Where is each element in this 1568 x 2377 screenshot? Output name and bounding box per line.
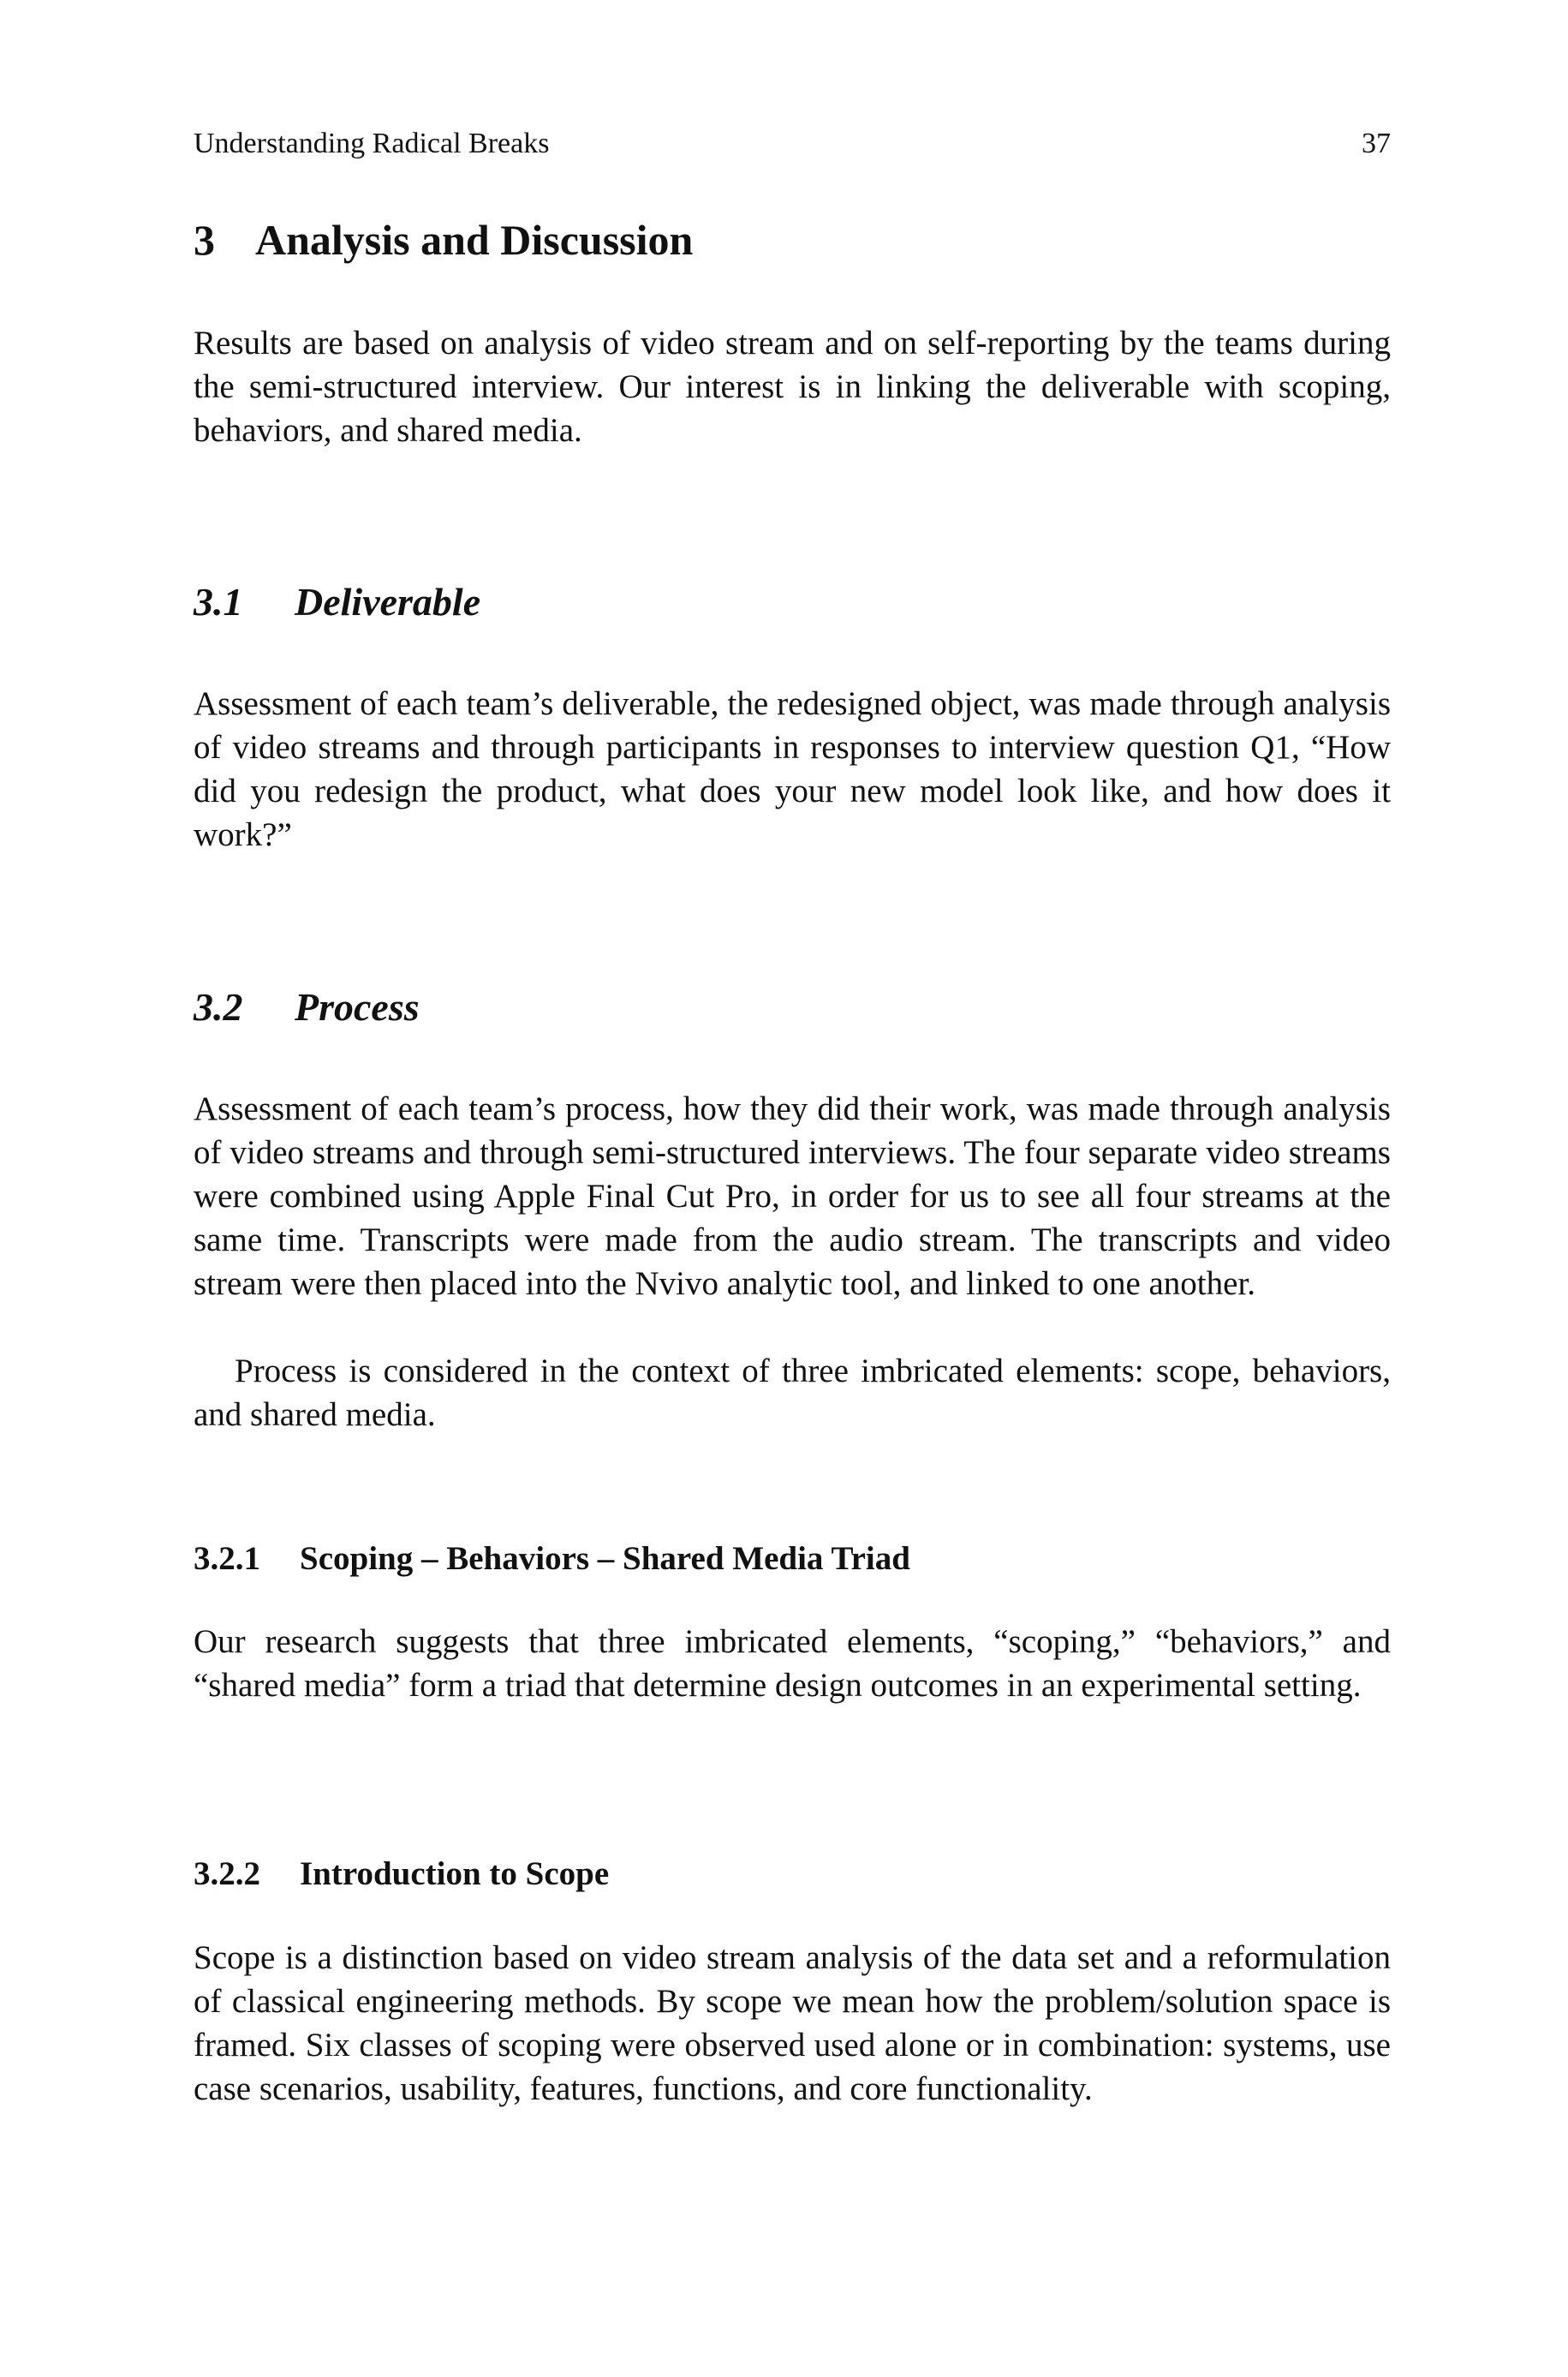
section-3-number: 3 <box>194 216 215 264</box>
section-3-2-paragraph-2: Process is considered in the context of three imbricated elements: scope, behaviors, and shared media. <box>194 1353 1391 1433</box>
running-head-title: Understanding Radical Breaks <box>194 128 550 159</box>
section-3-heading <box>194 212 1391 267</box>
page-number: 37 <box>1362 128 1391 159</box>
section-3-paragraph: Results are based on analysis of video stream and on self-reporting by the teams during the semi-structured interview. Our interest is in linking the deliverable with scoping, behaviors, and shared media. <box>194 325 1391 449</box>
section-3-2-heading <box>194 982 1391 1033</box>
section-3-1-title: Deliverable <box>295 580 481 624</box>
section-3-1-paragraph: Assessment of each team’s deliverable, the redesigned object, was made through analysis of video streams and through participants in responses to interview question Q1, “How did you redesign the product, what does your new model look like, and how does it work?” <box>194 685 1391 853</box>
running-head <box>194 125 1391 163</box>
section-3-2-2-heading <box>194 1852 1391 1896</box>
section-3-2-2-number: 3.2.2 <box>194 1855 260 1892</box>
section-3-2-1-paragraph: Our research suggests that three imbricated elements, “scoping,” “behaviors,” and “shared media” form a triad that determine design outcomes in an experimental setting. <box>194 1623 1391 1704</box>
document-page <box>194 0 1391 2377</box>
section-3-2-2-title: Introduction to Scope <box>300 1855 610 1892</box>
section-3-1-number: 3.1 <box>194 580 243 624</box>
section-3-2-paragraph-1: Assessment of each team’s process, how they did their work, was made through analysis of video streams and through semi-structured interviews. The four separate video streams were combined using Apple Final Cut Pro, in order for us to see all four streams at the same time. Transcripts were made from the audio stream. The transcripts and video stream were then placed into the Nvivo analytic tool, and linked to one another. <box>194 1090 1391 1302</box>
section-3-2-title: Process <box>295 985 420 1029</box>
section-3-2-number: 3.2 <box>194 985 243 1029</box>
section-3-2-1-number: 3.2.1 <box>194 1540 260 1577</box>
section-3-2-2-paragraph: Scope is a distinction based on video stream analysis of the data set and a reformulation of classical engineering methods. By scope we mean how the problem/solution space is framed. Six classes of scoping were observed used alone or in combination: systems, use case scenarios, usability, features, functions, and core functionality. <box>194 1939 1391 2107</box>
section-3-title: Analysis and Discussion <box>255 216 694 264</box>
section-3-2-1-heading <box>194 1537 1391 1581</box>
section-3-1-heading <box>194 576 1391 628</box>
section-3-2-1-title: Scoping – Behaviors – Shared Media Triad <box>300 1540 910 1577</box>
